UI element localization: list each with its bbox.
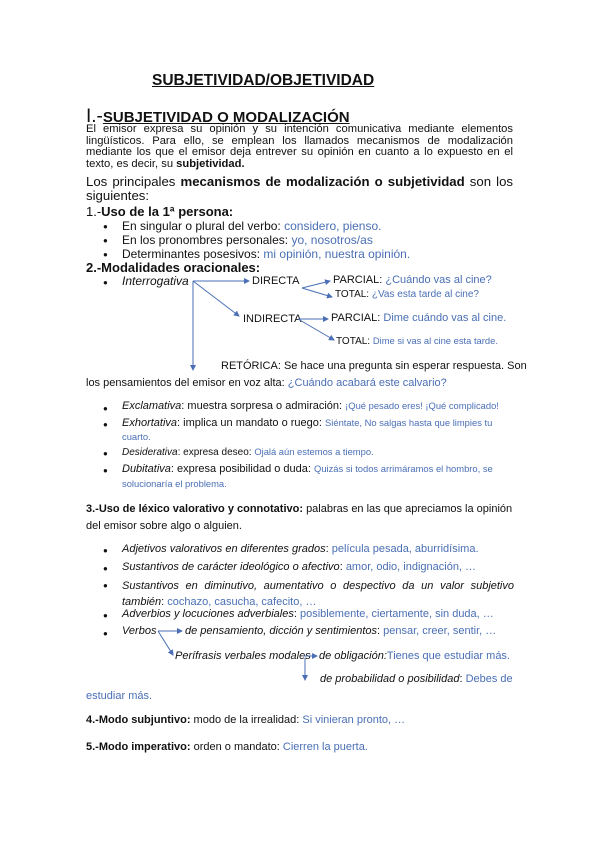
arrow-directa-parcial bbox=[302, 281, 330, 288]
list-item: Adverbios y locuciones adverbiales: posiblemente, ciertamente, sin duda, … bbox=[122, 608, 494, 620]
verbos-label: Verbos bbox=[122, 625, 157, 637]
intro-paragraph: El emisor expresa su opinión y su intención comunicativa mediante elementos lingüísticos. Para ello, se emplean los llamados mecanismos de modalización mediante los que el emisor deja entrever su opinión en cuanto a lo expuesto en el texto, es decir, su subjetividad. bbox=[86, 123, 513, 170]
list-item: En singular o plural del verbo: considero, pienso. bbox=[122, 219, 382, 233]
bullet-icon: ● bbox=[103, 236, 108, 245]
item3-paragraph: 3.-Uso de léxico valorativo y connotativo: palabras en las que apreciamos la opinión del emisor sobre algo o alguien. bbox=[86, 503, 513, 532]
list-item: Exhortativa: implica un mandato o ruego: Siéntate, No salgas hasta que limpies tu cuarto. bbox=[122, 417, 493, 442]
item4-line: 4.-Modo subjuntivo: modo de la irrealidad: Si vinieran pronto, … bbox=[86, 714, 406, 726]
list-item: En los pronombres personales: yo, nosotros/as bbox=[122, 233, 373, 247]
probabilidad-line: de probabilidad o posibilidad: Debes de bbox=[320, 673, 513, 685]
arrow-indirecta-total bbox=[298, 319, 334, 340]
total-indirecta: TOTAL: Dime si vas al cine esta tarde. bbox=[336, 335, 498, 347]
bullet-icon: ● bbox=[103, 466, 108, 475]
total-directa: TOTAL: ¿Vas esta tarde al cine? bbox=[335, 289, 479, 300]
perifrasis-label: Perífrasis verbales modales bbox=[175, 650, 311, 662]
list-item: Dubitativa: expresa posibilidad o duda: Quizás si todos arrimáramos el hombro, se solucionaría el problema. bbox=[122, 463, 493, 489]
list-item: Sustantivos en diminutivo, aumentativo o despectivo da un valor subjetivo también: cochazo, casucha, cafecito, … bbox=[122, 580, 514, 608]
section-title: SUBJETIVIDAD O MODALIZACIÓN bbox=[102, 109, 350, 126]
page-title: SUBJETIVIDAD/OBJETIVIDAD bbox=[152, 72, 375, 89]
lead-paragraph: Los principales mecanismos de modalización o subjetividad son los siguientes: bbox=[86, 174, 513, 203]
bullet-icon: ● bbox=[103, 564, 108, 573]
list-item: Sustantivos de carácter ideológico o afectivo: amor, odio, indignación, … bbox=[122, 561, 477, 573]
verbos-line: de pensamiento, dicción y sentimientos: pensar, creer, sentir, … bbox=[185, 625, 497, 637]
probabilidad-example-cont: estudiar más. bbox=[86, 690, 153, 702]
list-item: Adjetivos valorativos en diferentes grados: película pesada, aburridísima. bbox=[122, 543, 479, 555]
bullet-icon: ● bbox=[103, 278, 108, 287]
bullet-icon: ● bbox=[103, 449, 108, 458]
section-number: I.- bbox=[86, 106, 103, 127]
interrogativa-label: Interrogativa bbox=[122, 274, 189, 288]
list-item: Desiderativa: expresa deseo: Ojalá aún estemos a tiempo. bbox=[122, 446, 374, 458]
obligacion-line: de obligación:Tienes que estudiar más. bbox=[319, 650, 510, 662]
indirecta-label: INDIRECTA bbox=[243, 313, 302, 325]
retorica-line2: los pensamientos del emisor en voz alta: ¿Cuándo acabará este calvario? bbox=[86, 377, 447, 389]
parcial-indirecta: PARCIAL: Dime cuándo vas al cine. bbox=[331, 312, 507, 324]
bullet-icon: ● bbox=[103, 581, 108, 590]
bullet-icon: ● bbox=[103, 404, 108, 413]
arrow-to-perifrasis bbox=[158, 631, 173, 655]
bullet-icon: ● bbox=[103, 629, 108, 638]
parcial-directa: PARCIAL: ¿Cuándo vas al cine? bbox=[333, 274, 492, 286]
arrow-directa-total bbox=[302, 288, 332, 297]
item2-heading: 2.-Modalidades oracionales: bbox=[86, 260, 261, 275]
bullet-icon: ● bbox=[103, 250, 108, 259]
bullet-icon: ● bbox=[103, 546, 108, 555]
list-item: Exclamativa: muestra sorpresa o admiración: ¡Qué pesado eres! ¡Qué complicado! bbox=[122, 400, 499, 412]
arrow-to-indirecta bbox=[193, 281, 239, 316]
list-item: Determinantes posesivos: mi opinión, nuestra opinión. bbox=[122, 247, 411, 261]
directa-label: DIRECTA bbox=[252, 275, 300, 287]
item5-line: 5.-Modo imperativo: orden o mandato: Cierren la puerta. bbox=[86, 741, 368, 753]
retorica-line: RETÓRICA: Se hace una pregunta sin esperar respuesta. Son bbox=[221, 360, 527, 372]
bullet-icon: ● bbox=[103, 420, 108, 429]
item1-heading: 1.-Uso de la 1ª persona: bbox=[86, 204, 234, 219]
bullet-icon: ● bbox=[103, 611, 108, 620]
bullet-icon: ● bbox=[103, 222, 108, 231]
